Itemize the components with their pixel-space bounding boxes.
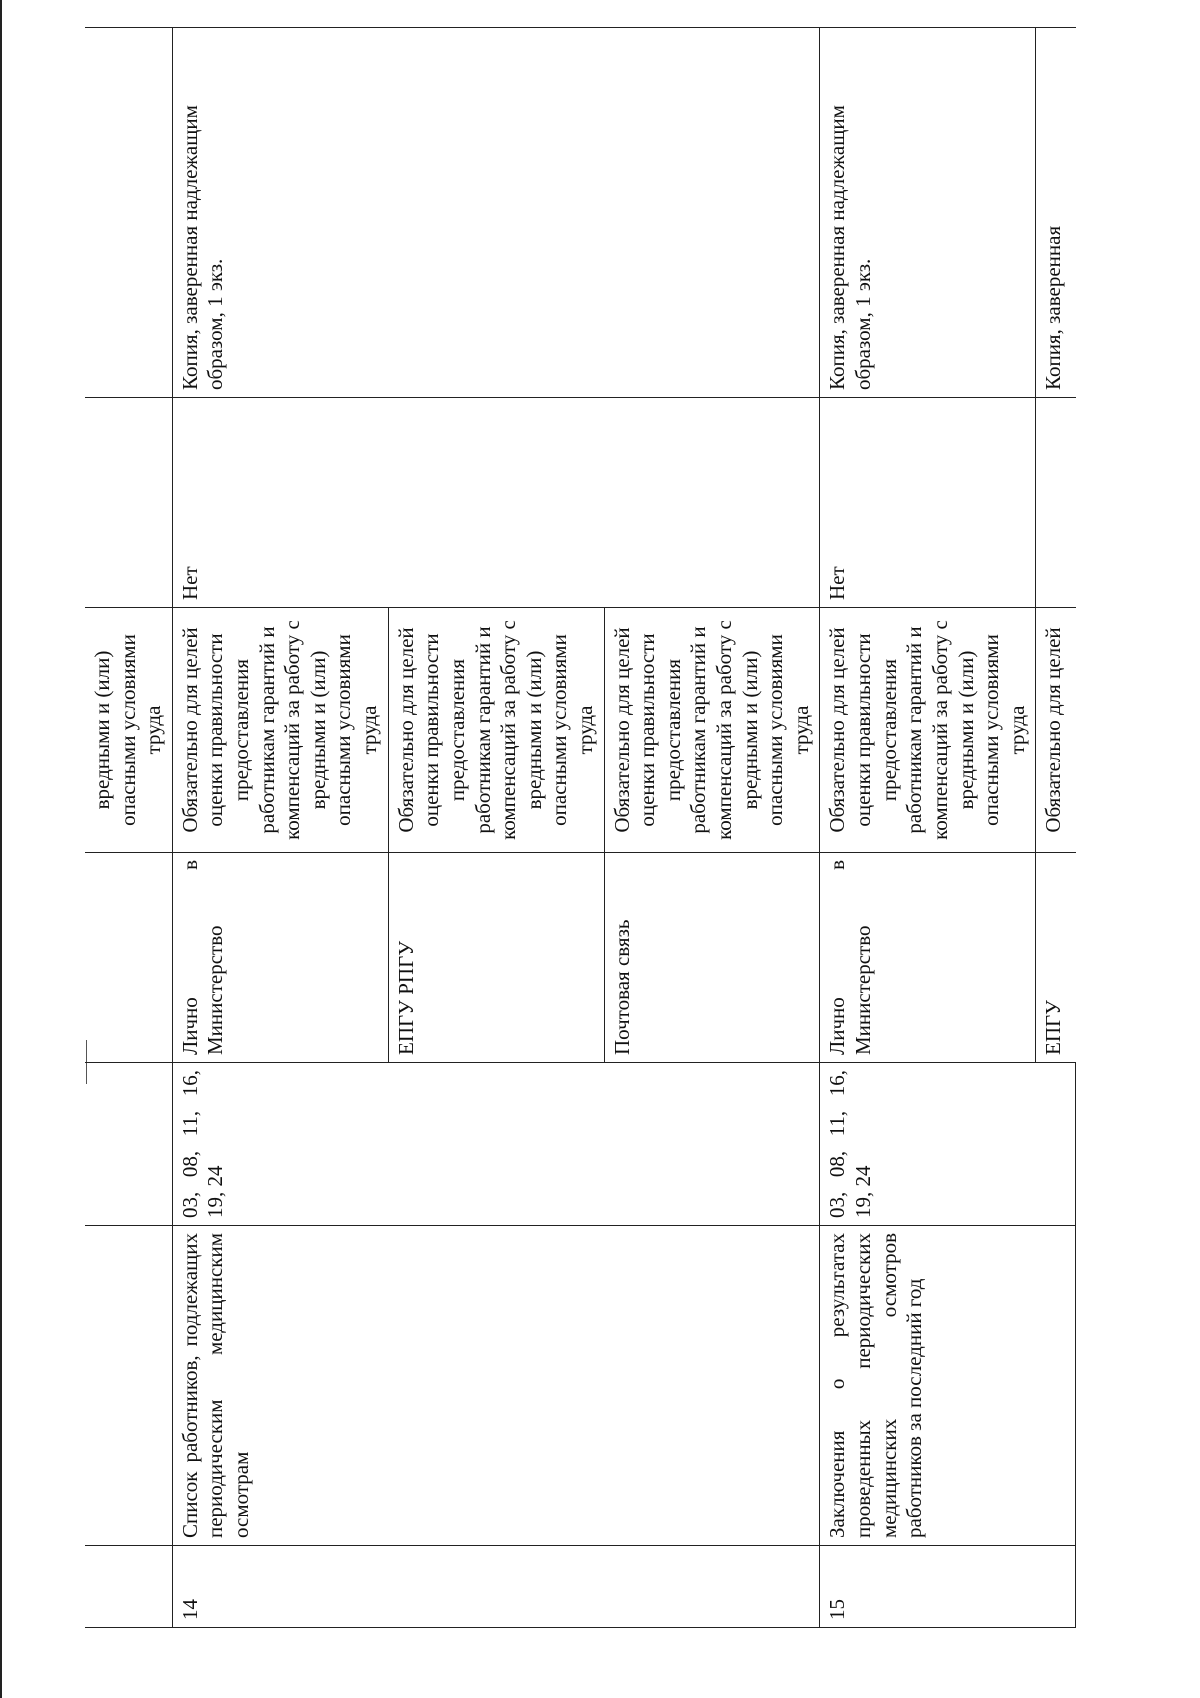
requirement-text: Обязательно для целей оценки правильности предоставления работникам гарантий и компенсаций за работу с вредными и (или) опасными условиями труда [388,608,604,853]
requirement-text: Обязательно для целей оценки правильности предоставления работникам гарантий и компенсаций за работу с вредными и (или) опасными условиями труда [604,608,820,853]
cont-doctype-cell [85,398,172,608]
codes-cell: 03, 08, 11, 16, 19, 24 [820,1063,1076,1226]
cont-num-cell [85,1546,172,1628]
codes-cell: 03, 08, 11, 16, 19, 24 [172,1063,820,1226]
cont-name-cell [85,1226,172,1546]
requirement-text: Обязательно для целей оценки правильности предоставления работникам гарантий и компенсаций за работу с вредными и (или) опасными условиями труда [172,608,388,853]
documents-table [85,27,1076,1628]
row-number: 15 [820,1546,1076,1628]
cont-codes-cell [85,1063,172,1226]
doc-type-cell-empty [1036,398,1076,608]
continuation-row [85,28,172,1628]
submission-method: ЕПГУ РПГУ [388,853,604,1063]
row-number: 14 [172,1546,820,1628]
table-row-15-a [820,28,1036,1628]
document-name: Список работников, подлежащих периодическим медицинским осмотрам [172,1226,820,1546]
cont-form-cell [85,28,172,398]
rotated-document-page [85,28,1085,1628]
form-cell: Копия, заверенная [1036,28,1076,398]
submission-method: ЕПГУ [1036,853,1076,1063]
submission-method: Лично в Министерство [172,853,388,1063]
cont-method-cell [85,853,172,1063]
page-left-edge [0,0,2,1698]
form-cell: Копия, заверенная надлежащим образом, 1 экз. [820,28,1036,398]
doc-type-cell: Нет [172,398,820,608]
form-cell: Копия, заверенная надлежащим образом, 1 экз. [172,28,820,398]
doc-type-cell: Нет [820,398,1036,608]
requirement-text: Обязательно для целей [1036,608,1076,853]
document-name: Заключения о результатах проведенных периодических медицинских осмотров работников за последний год [820,1226,1076,1546]
submission-method: Почтовая связь [604,853,820,1063]
submission-method: Лично в Министерство [820,853,1036,1063]
table-row-14-a [172,28,388,1628]
requirement-text: Обязательно для целей оценки правильности предоставления работникам гарантий и компенсаций за работу с вредными и (или) опасными условиями труда [820,608,1036,853]
cont-requirement-cell: вредными и (или) опасными условиями труда [85,608,172,853]
